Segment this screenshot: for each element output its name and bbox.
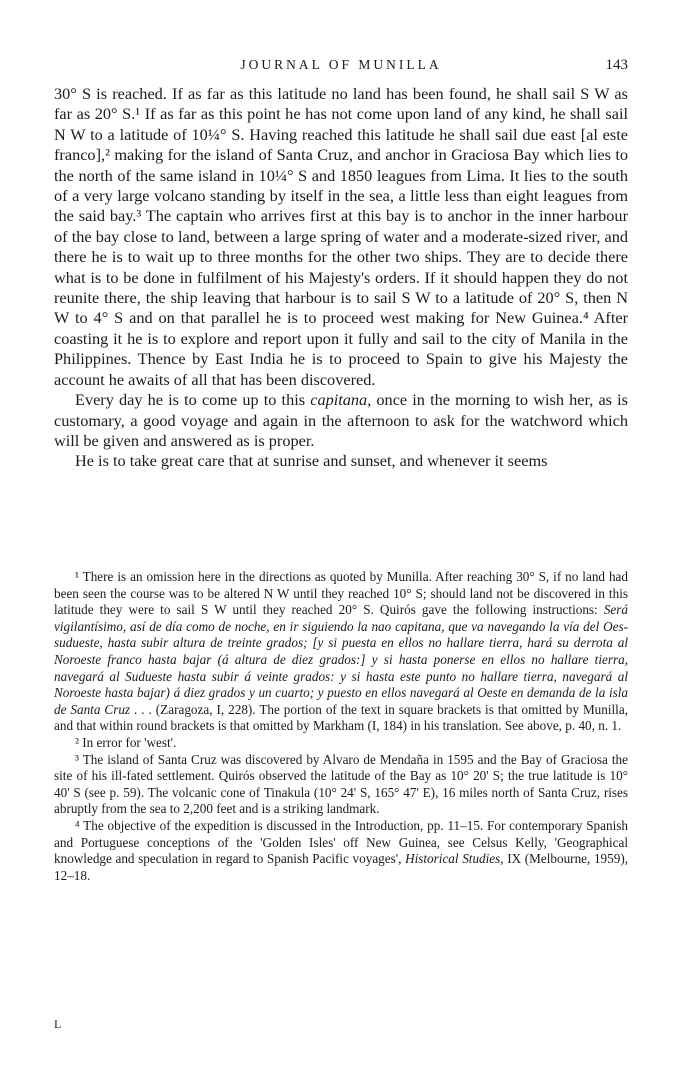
paragraph-2-end: , once in the morning to wish her, as is customary, a good voyage and again in the afternoon to ask for the watchword which will be given and answered as is proper. <box>54 390 628 450</box>
paragraph-2-start: Every day he is to come up to this <box>75 390 311 410</box>
footnote-1-rest: . . . (Zaragoza, I, 228). The portion of the text in square brackets is that omitted by Munilla, and that within round brackets is that omitted by Markham (I, 184) in his translation. See above, p. 40, n. 1. <box>54 701 628 734</box>
footnote-1 <box>54 569 628 735</box>
footnote-4-rest: , IX (Melbourne, 1959), 12–18. <box>54 851 629 883</box>
footnote-4-intro: ⁴ The objective of the expedition is discussed in the Introduction, pp. 11–15. For contemporary Spanish and Portuguese conceptions of the 'Golden Isles' off New Guinea, see Celsus Kelly, 'Geographical knowledge and speculation in regard to Spanish Pacific voyages', <box>54 817 628 867</box>
footnote-1-intro: ¹ There is an omission here in the directions as quoted by Munilla. After reaching 30° S, if no land had been seen the course was to be altered N W until they reached 10° S; should land not be discovered in this latitude they were to sail S W until they reached 20° S. Quirós gave the following instructions: <box>54 569 628 618</box>
footnote-4-journal: Historical Studies <box>405 851 501 867</box>
paragraph-2 <box>54 390 628 451</box>
italic-capitana: capitana <box>310 390 368 410</box>
running-title: JOURNAL OF MUNILLA <box>240 57 442 72</box>
footnote-4 <box>54 818 628 884</box>
paragraph-3: He is to take great care that at sunrise and sunset, and whenever it seems <box>75 451 548 471</box>
footnotes <box>54 569 628 884</box>
footnote-3: ³ The island of Santa Cruz was discovered by Alvaro de Mendaña in 1595 and the Bay of Graciosa the site of his ill-fated settlement. Quirós observed the latitude of the Bay as 10° 20' S; the true latitude is 10° 40' S (see p. 59). The volcanic cone of Tinakula (10° 24' S, 165° 47' E), 16 miles north of Santa Cruz, rises abruptly from the sea to 2,200 feet and is a striking landmark. <box>54 751 628 817</box>
page-header <box>54 57 628 77</box>
main-text <box>54 84 628 472</box>
page-number: 143 <box>605 57 628 73</box>
signature-mark: L <box>54 1017 62 1031</box>
footnote-2: ² In error for 'west'. <box>75 734 177 750</box>
footnote-1-spanish-quote: Será vigilantísimo, así de día como de noche, en ir siguiendo la nao capitana, que va navegando la vía del Oes-sudueste, hasta subir altura de treinte grados; [y si puesta en ellos no hallare tierra, hará su derrota al Noroeste franco hasta bajar (á altura de diez grados:] y si hasta ponerse en ellos no hallare tierra, navegará al Sudueste hasta subir á veinte grados: y si hasta este punto no hallare tierra, navegará al Noroeste hasta bajar) á diez grados y un cuarto; y puesto en ellos navegará al Oeste en demanda de la isla de Santa Cruz <box>54 602 628 717</box>
paragraph-1: 30° S is reached. If as far as this latitude no land has been found, he shall sail S W as far as 20° S.¹ If as far as this point he has not come upon land of any kind, he shall sail N W to a latitude of 10¼° S. Having reached this latitude he shall sail due east [al este franco],² making for the island of Santa Cruz, and anchor in Graciosa Bay which lies to the north of the same island in 10¼° S and 1850 leagues from Lima. It lies to the south of a very large volcano standing by itself in the sea, a little less than eight leagues from the said bay.³ The captain who arrives first at this bay is to anchor in the inner harbour of the bay close to land, between a large spring of water and a moderate-sized river, and there he is to wait up to three months for the other two ships. They are to decide there what is to be done in fulfilment of his Majesty's orders. If it should happen they do not reunite there, the ship leaving that harbour is to sail S W to a latitude of 20° S, then N W to 4° S and on that parallel he is to proceed west making for New Guinea.⁴ After coasting it he is to explore and report upon it fully and sail to the city of Manila in the Philippines. Thence by East India he is to proceed to Spain to give his Majesty the account he awaits of all that has been discovered. <box>54 84 628 389</box>
